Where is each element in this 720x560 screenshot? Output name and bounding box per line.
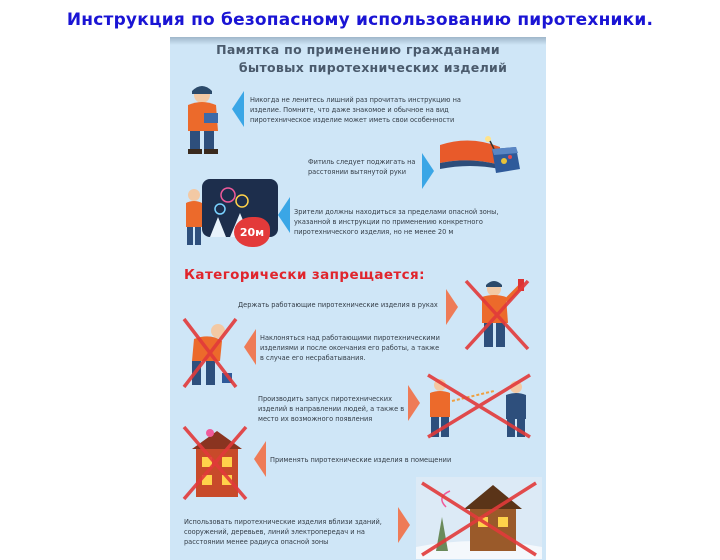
memo-title-line1: Памятка по применению гражданами <box>216 42 500 57</box>
arrow-left-icon <box>254 441 266 477</box>
arrow-right-icon <box>446 289 458 325</box>
forbidden-indoors: Применять пиротехнические изделия в помещении <box>270 456 452 464</box>
person-reading-illustration <box>180 83 228 155</box>
near-buildings-crossed-illustration <box>416 477 542 559</box>
arrow-right-icon <box>408 385 420 421</box>
forbidden-launch-at-people: Производить запуск пиротехнических изделий в направлении людей, а также в место их возможного появления <box>258 395 405 423</box>
arrow-left-icon <box>244 329 256 365</box>
page-title: Инструкция по безопасному использованию пиротехники. <box>66 10 654 30</box>
forbidden-near-buildings: Использовать пиротехнические изделия вблизи зданий, сооружений, деревьев, линий электропередач и на расстоянии менее радиуса опасной зоны <box>184 518 382 546</box>
arrow-left-icon <box>232 91 244 127</box>
forbidden-title: Категорически запрещается: <box>184 267 425 283</box>
arrow-right-icon <box>422 153 434 189</box>
rule-light-fuse: Фитиль следует поджигать на расстоянии вытянутой руки <box>308 158 416 176</box>
holding-firework-crossed-illustration <box>462 277 532 353</box>
leaning-over-crossed-illustration <box>180 315 240 391</box>
indoors-crossed-illustration <box>180 425 250 501</box>
safety-poster <box>170 37 546 560</box>
rule-spectators-distance: Зрители должны находиться за пределами опасной зоны, указанной в инструкции по применению конкретного пиротехнического изделия, но не менее 20 м <box>294 208 499 236</box>
launch-at-people-crossed-illustration <box>424 371 534 441</box>
arrow-left-icon <box>278 197 290 233</box>
memo-title <box>190 41 526 77</box>
distance-badge-label: 20м <box>239 226 265 239</box>
forbidden-leaning-over: Наклоняться над работающими пиротехническими изделиями и после окончания его работы, а также в случае его несрабатывания. <box>260 334 440 362</box>
arrow-right-icon <box>398 507 410 543</box>
rule-read-instructions: Никогда не ленитесь лишний раз прочитать инструкцию на изделие. Помните, что даже знакомое и обычное на вид пиротехническое изделие может иметь свои особенности <box>250 96 461 124</box>
memo-title-line2: бытовых пиротехнических изделий <box>238 60 508 75</box>
lighting-firework-illustration <box>440 125 544 185</box>
forbidden-holding-in-hands: Держать работающие пиротехнические изделия в руках <box>238 301 438 309</box>
